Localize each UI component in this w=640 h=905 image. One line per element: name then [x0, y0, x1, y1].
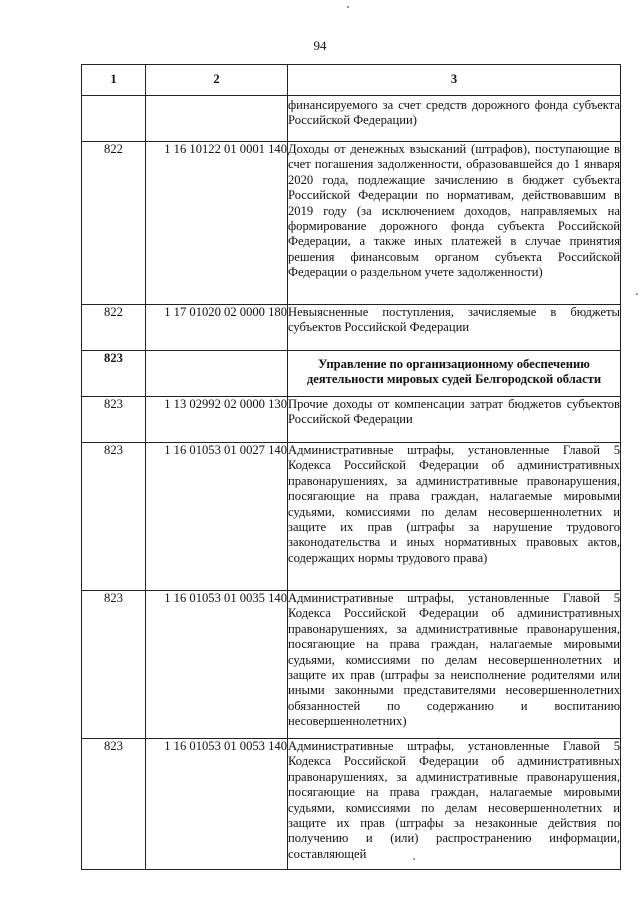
admin-code-cell: 823 [82, 739, 146, 870]
description-cell: Административные штрафы, установленные Главой 5 Кодекса Российской Федерации об административных правонарушениях, за административные правонарушения, посягающие на права граждан, налагаемые мировыми судьями, комиссиями по делам несовершеннолетних и защите их прав (штрафы за незаконные действия по получению и (или) распространению информации, составляющей [288, 739, 621, 870]
column-header-2: 2 [146, 65, 288, 96]
description-cell: Доходы от денежных взысканий (штрафов), поступающие в счет погашения задолженности, образовавшейся до 1 января 2020 года, подлежащие зачислению в бюджет субъекта Российской Федерации по нормативам, действовавшим в 2019 году (за исключением доходов, направляемых на формирование дорожного фонда субъекта Российской Федерации, а также иных платежей в случае принятия решения финансовым органом субъекта Российской Федерации о раздельном учете задолженности) [288, 142, 621, 305]
budget-code-cell: 1 16 10122 01 0001 140 [146, 142, 288, 305]
table-row [82, 739, 621, 870]
revenue-codes-table [81, 64, 621, 870]
table-row [82, 591, 621, 739]
budget-code-cell: 1 17 01020 02 0000 180 [146, 305, 288, 351]
description-cell: Прочие доходы от компенсации затрат бюджетов субъектов Российской Федерации [288, 397, 621, 443]
admin-code-cell: 823 [82, 591, 146, 739]
table-row [82, 305, 621, 351]
admin-code-cell: 822 [82, 305, 146, 351]
description-cell: Невыясненные поступления, зачисляемые в бюджеты субъектов Российской Федерации [288, 305, 621, 351]
scan-speck [347, 6, 349, 8]
table-row [82, 96, 621, 142]
description-cell: Административные штрафы, установленные Главой 5 Кодекса Российской Федерации об административных правонарушениях, за административные правонарушения, посягающие на права граждан, налагаемые мировыми судьями, комиссиями по делам несовершеннолетних и защите их прав (штрафы за неисполнение родителями или иными законными представителями несовершеннолетних обязанностей по содержанию и воспитанию несовершеннолетних) [288, 591, 621, 739]
budget-code-cell: 1 16 01053 01 0035 140 [146, 591, 288, 739]
budget-code-cell: 1 13 02992 02 0000 130 [146, 397, 288, 443]
column-header-3: 3 [288, 65, 621, 96]
description-cell: Административные штрафы, установленные Главой 5 Кодекса Российской Федерации об административных правонарушениях, за административные правонарушения, посягающие на права граждан, налагаемые мировыми судьями, комиссиями по делам несовершеннолетних и защите их прав (штрафы за нарушение трудового законодательства и иных нормативных правовых актов, содержащих нормы трудового права) [288, 443, 621, 591]
description-cell: финансируемого за счет средств дорожного фонда субъекта Российской Федерации) [288, 96, 621, 142]
scan-speck [636, 293, 638, 295]
page-number: 94 [313, 38, 327, 53]
admin-code-cell: 823 [82, 397, 146, 443]
section-heading-cell: Управление по организационному обеспечению деятельности мировых судей Белгородской области [288, 351, 621, 397]
table-row [82, 142, 621, 305]
table-row [82, 397, 621, 443]
table-row-section-heading [82, 351, 621, 397]
admin-code-cell: 822 [82, 142, 146, 305]
budget-code-cell: 1 16 01053 01 0053 140 [146, 739, 288, 870]
scan-speck [413, 858, 415, 860]
budget-code-cell [146, 96, 288, 142]
admin-code-cell: 823 [82, 443, 146, 591]
budget-code-cell: 1 16 01053 01 0027 140 [146, 443, 288, 591]
table-row [82, 443, 621, 591]
table-header-row [82, 65, 621, 96]
column-header-1: 1 [82, 65, 146, 96]
budget-code-cell [146, 351, 288, 397]
admin-code-cell [82, 96, 146, 142]
admin-code-cell: 823 [82, 351, 146, 397]
